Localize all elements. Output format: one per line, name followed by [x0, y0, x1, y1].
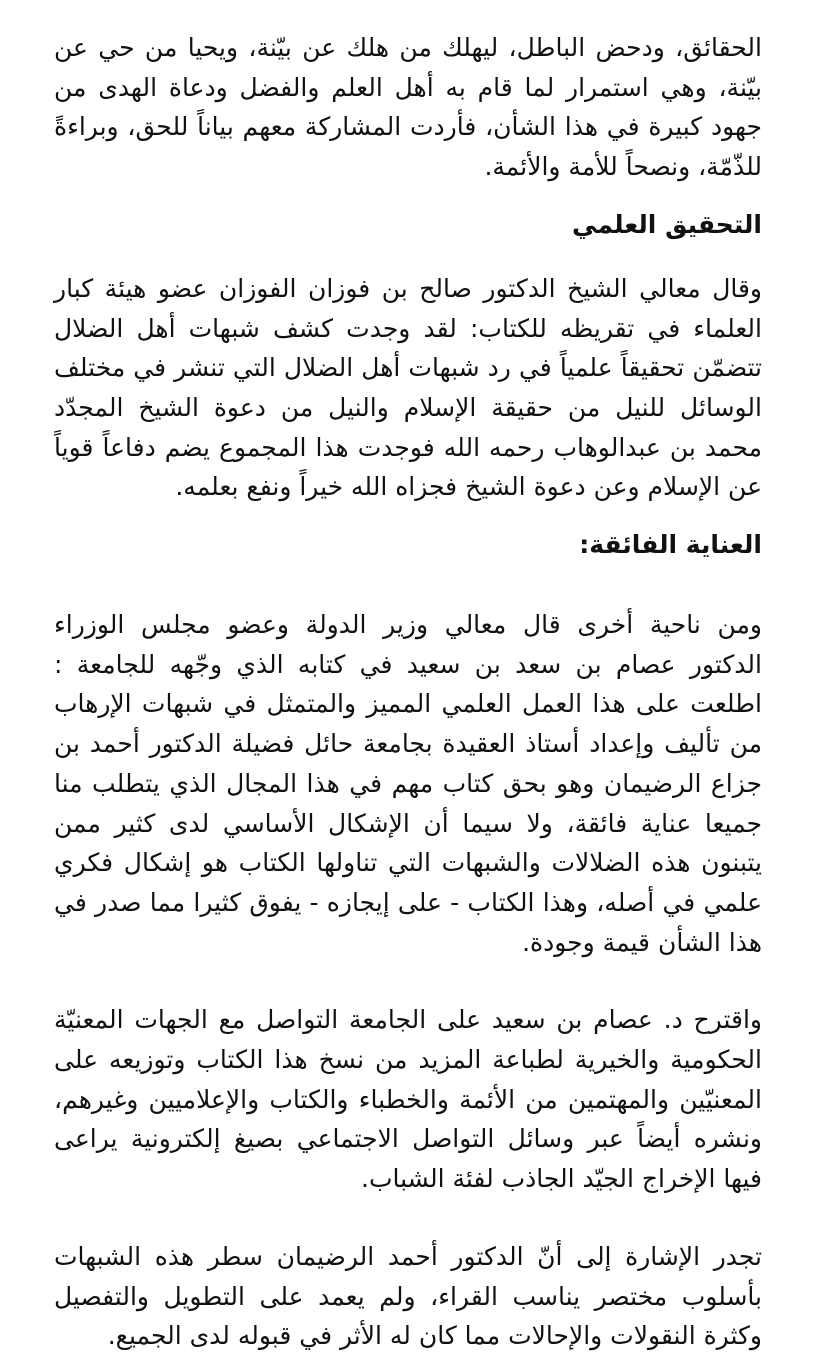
- document-page: [54, 28, 762, 1356]
- paragraph-minister-letter: ومن ناحية أخرى قال معالي وزير الدولة وعضو مجلس الوزراء الدكتور عصام بن سعد بن سعيد في كتابه الذي وجّهه للجامعة : اطلعت على هذا العمل العلمي المميز والمتمثل في شبهات الإرهاب من تأليف وإعداد أستاذ العقيدة بجامعة حائل فضيلة الدكتور أحمد بن جزاع الرضيمان وهو بحق كتاب مهم في هذا المجال الذي يتطلب منا جميعا عناية فائقة، ولا سيما أن الإشكال الأساسي لدى كثير ممن يتبنون هذه الضلالات والشبهات التي تناولها الكتاب هو إشكال فكري علمي في أصله، وهذا الكتاب - على إيجازه - يفوق كثيرا مما صدر في هذا الشأن قيمة وجودة.: [54, 610, 762, 957]
- paragraph-closing-note: تجدر الإشارة إلى أنّ الدكتور أحمد الرضيمان سطر هذه الشبهات بأسلوب مختصر يناسب القراء، ولم يعمد على التطويل والتفصيل وكثرة النقولات والإحالات مما كان له الأثر في قبوله لدى الجميع.: [54, 1241, 762, 1351]
- paragraph-fawzan-endorsement: وقال معالي الشيخ الدكتور صالح بن فوزان الفوزان عضو هيئة كبار العلماء في تقريظه للكتاب: لقد وجدت كشف شبهات أهل الضلال تتضمّن تحقيقاً علمياً في رد شبهات أهل الضلال التي تنشر في مختلف الوسائل للنيل من حقيقة الإسلام والنيل من دعوة الشيخ المجدّد محمد بن عبدالوهاب رحمه الله فوجدت هذا المجموع يضم دفاعاً قوياً عن الإسلام وعن دعوة الشيخ فجزاه الله خيراً ونفع بعلمه.: [54, 273, 762, 502]
- paragraph-distribution-proposal: واقترح د. عصام بن سعيد على الجامعة التواصل مع الجهات المعنيّة الحكومية والخيرية لطباعة المزيد من نسخ هذا الكتاب وتوزيعه على المعنيّين والمهتمين من الأئمة والخطباء والكتاب والإعلاميين وغيرهم، ونشره أيضاً عبر وسائل التواصل الاجتماعي بصيغ إلكترونية يراعى فيها الإخراج الجيّد الجاذب لفئة الشباب.: [54, 1005, 762, 1194]
- section-heading-utmost-care: العناية الفائقة:: [579, 530, 762, 560]
- section-heading-scientific-verification: التحقيق العلمي: [572, 209, 762, 239]
- paragraph-opening: الحقائق، ودحض الباطل، ليهلك من هلك عن بيّنة، ويحيا من حي عن بيّنة، وهي استمرار لما قام به أهل العلم والفضل ودعاة الهدى من جهود كبيرة في هذا الشأن، فأردت المشاركة معهم بياناً للحق، وبراءةً للذّمّة، ونصحاً للأمة والأئمة.: [54, 33, 762, 182]
